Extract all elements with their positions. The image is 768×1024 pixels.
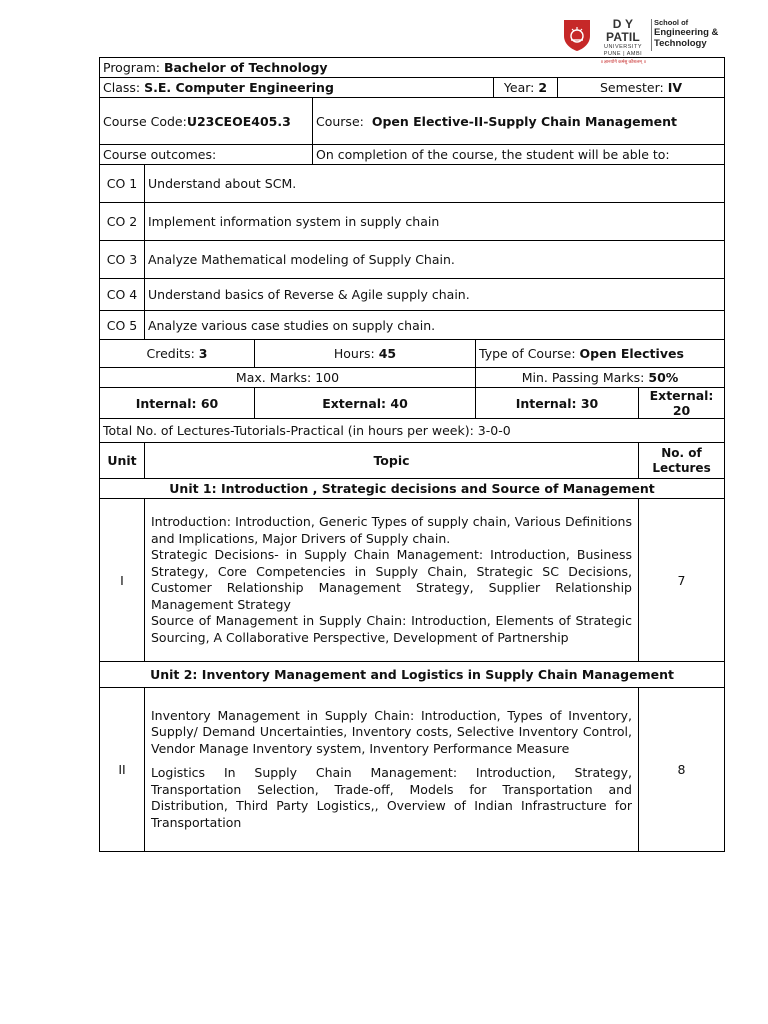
credits-value: 3 [198, 346, 208, 361]
marks-row [100, 368, 725, 388]
unit-2-numeral: II [100, 688, 145, 852]
course-type-label: Type of Course: [479, 346, 576, 361]
external-40: External: 40 [255, 388, 476, 419]
outcome-text: Analyze various case studies on supply chain. [145, 311, 725, 340]
outcome-text: Analyze Mathematical modeling of Supply Chain. [145, 241, 725, 279]
max-marks-label: Max. Marks: [235, 370, 312, 385]
hours-label: Hours: [333, 346, 375, 361]
brand-subtitle: UNIVERSITY [603, 44, 642, 50]
course-code-value: U23CEOE405.3 [186, 113, 291, 129]
lectures-header: No. of Lectures [639, 443, 725, 479]
outcomes-header-row [100, 145, 725, 165]
brand-name: D Y PATIL [606, 17, 640, 44]
unit-2-title: Unit 2: Inventory Management and Logistics in Supply Chain Management [100, 662, 725, 688]
school-line-2: Engineering & [654, 27, 719, 38]
unit-2-paragraph-2: Logistics In Supply Chain Management: Introduction, Strategy, Transportation Selection, Trade-off, Models for Transportation and Distribution, Third Party Logistics,, Overview of Indian Infrastructure for Transportation [151, 765, 632, 830]
semester-cell [558, 78, 725, 98]
total-lectures: Total No. of Lectures-Tutorials-Practical (in hours per week): 3-0-0 [100, 419, 725, 443]
unit-content-row [100, 499, 725, 662]
year-value: 2 [538, 80, 548, 95]
total-lectures-row [100, 419, 725, 443]
course-type-value: Open Electives [579, 346, 684, 361]
outcome-code: CO 3 [100, 241, 145, 279]
logo-divider [651, 19, 652, 51]
shield-crest-icon [562, 18, 592, 52]
semester-value: IV [667, 80, 683, 95]
unit-1-lectures: 7 [639, 499, 725, 662]
outcomes-intro: On completion of the course, the student will be able to: [313, 145, 725, 165]
max-marks-cell [100, 368, 476, 388]
unit-1-topics [145, 499, 639, 662]
internal-30: Internal: 30 [476, 388, 639, 419]
program-row [100, 58, 725, 78]
outcomes-label: Course outcomes: [100, 145, 313, 165]
school-name [654, 19, 718, 49]
outcome-text: Understand about SCM. [145, 165, 725, 203]
unit-1-paragraph-2: Strategic Decisions- in Supply Chain Management: Introduction, Business Strategy, Core Competencies in Supply Chain, Strategic SC Decisions, Customer Relationship Management Strategy, Supplier Relationship Management Strategy [151, 547, 632, 612]
class-cell [100, 78, 494, 98]
paragraph-gap [151, 757, 632, 765]
min-passing-label: Min. Passing Marks: [521, 370, 645, 385]
unit-2-topics [145, 688, 639, 852]
outcome-row [100, 279, 725, 311]
school-line-1: School of [654, 18, 689, 27]
school-line-3: Technology [654, 38, 707, 49]
max-marks-value: 100 [315, 370, 340, 385]
unit-title-row [100, 662, 725, 688]
outcome-text: Understand basics of Reverse & Agile supply chain. [145, 279, 725, 311]
course-name-cell [313, 98, 725, 145]
units-header-row [100, 443, 725, 479]
credits-label: Credits: [146, 346, 195, 361]
outcome-row [100, 165, 725, 203]
unit-1-numeral: I [100, 499, 145, 662]
outcome-code: CO 2 [100, 203, 145, 241]
course-type-cell [476, 340, 725, 368]
program-cell [100, 58, 725, 78]
course-code-cell [100, 98, 313, 145]
brand-city: PUNE | AMBI [603, 51, 643, 57]
class-value: S.E. Computer Engineering [144, 80, 334, 95]
unit-2-paragraph-1: Inventory Management in Supply Chain: Introduction, Types of Inventory, Supply/ Demand Uncertainties, Inventory costs, Selective Inventory Control, Vendor Manage Inventory system, Inventory Performance Measure [151, 707, 632, 756]
course-code-label: Course Code: [103, 113, 187, 129]
university-logo [562, 16, 734, 64]
unit-title-row [100, 479, 725, 499]
topic-header: Topic [145, 443, 639, 479]
unit-2-lectures: 8 [639, 688, 725, 852]
unit-1-paragraph-3: Source of Management in Supply Chain: Introduction, Elements of Strategic Sourcing, A Collaborative Perspective, Development of Partnership [151, 613, 632, 645]
course-label: Course: [316, 113, 364, 129]
min-passing-cell [476, 368, 725, 388]
unit-1-title: Unit 1: Introduction , Strategic decisions and Source of Management [100, 479, 725, 499]
unit-header: Unit [100, 443, 145, 479]
min-passing-value: 50% [648, 370, 679, 385]
outcome-row [100, 241, 725, 279]
marks-split-row [100, 388, 725, 419]
brand-tagline: ॥ ज्ञानयोगे कर्मसु कौशलम् ॥ [600, 59, 646, 64]
course-row [100, 98, 725, 145]
program-label: Program: [103, 60, 160, 75]
outcome-row [100, 311, 725, 340]
unit-1-paragraph-1: Introduction: Introduction, Generic Types of supply chain, Various Definitions and Implications, Major Drivers of Supply chain. [151, 514, 632, 546]
external-20: External: 20 [639, 388, 725, 419]
year-label: Year: [503, 80, 535, 95]
syllabus-table [99, 57, 725, 852]
internal-60: Internal: 60 [100, 388, 255, 419]
hours-value: 45 [378, 346, 397, 361]
program-value: Bachelor of Technology [163, 60, 328, 75]
class-row [100, 78, 725, 98]
outcome-code: CO 4 [100, 279, 145, 311]
semester-label: Semester: [600, 80, 664, 95]
credits-cell [100, 340, 255, 368]
hours-cell [255, 340, 476, 368]
course-value: Open Elective-II-Supply Chain Management [371, 113, 678, 129]
unit-content-row [100, 688, 725, 852]
class-label: Class: [103, 80, 141, 95]
outcome-code: CO 5 [100, 311, 145, 340]
outcome-code: CO 1 [100, 165, 145, 203]
credits-row [100, 340, 725, 368]
outcome-row [100, 203, 725, 241]
year-cell [494, 78, 558, 98]
outcome-text: Implement information system in supply chain [145, 203, 725, 241]
